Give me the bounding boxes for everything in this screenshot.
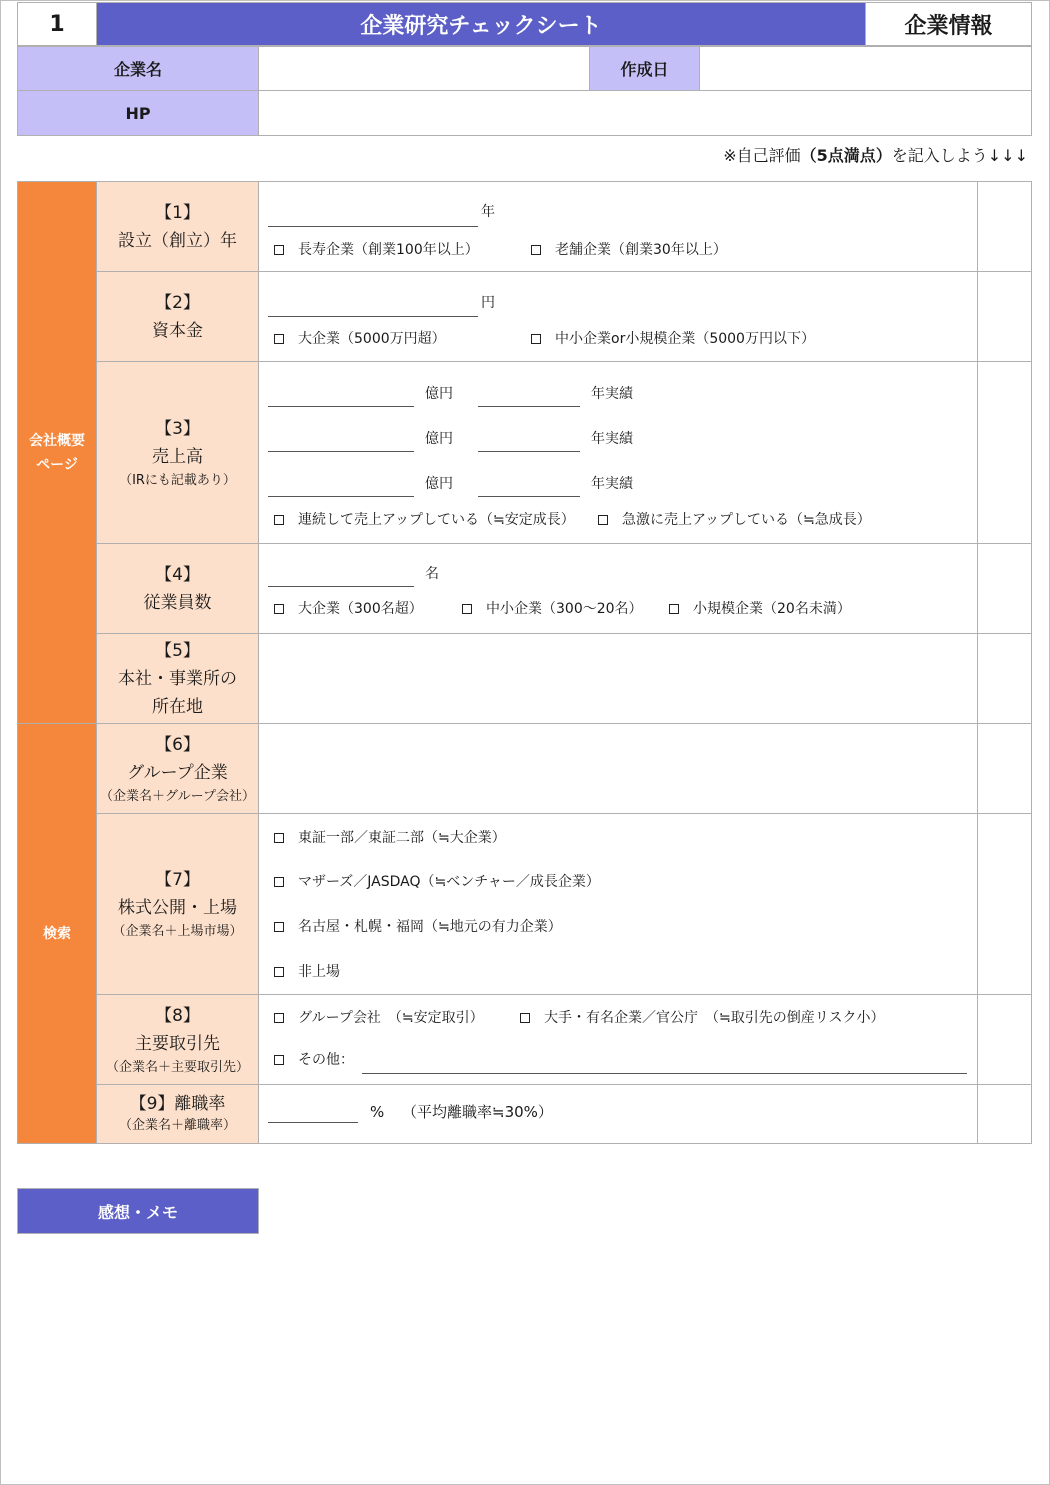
row3-unit-oku-2: 億円 (425, 431, 453, 447)
row8-num: 【8】 (155, 1005, 200, 1026)
checkbox-icon[interactable] (274, 833, 284, 843)
row3-sales-line-2[interactable] (268, 451, 414, 452)
section-search: 検索 (17, 723, 97, 1144)
row4-label (96, 543, 259, 634)
row3-option-1[interactable]: 連続して売上アップしている（≒安定成長） (274, 511, 575, 529)
company-name-field[interactable] (258, 46, 590, 91)
row3-year-line-3[interactable] (478, 496, 580, 497)
row7-option-1[interactable]: 東証一部／東証二部（≒大企業） (274, 829, 506, 847)
row1-year-line[interactable] (268, 226, 478, 227)
row9-unit: % (370, 1103, 385, 1121)
checkbox-icon[interactable] (274, 922, 284, 932)
hp-field[interactable] (258, 90, 1032, 136)
memo-area[interactable] (17, 1234, 1032, 1469)
note-emphasis: （5点満点） (800, 146, 892, 165)
row8-other-line[interactable] (362, 1073, 967, 1074)
section-overview: 会社概要 ページ (17, 181, 97, 724)
row7-title: 株式公開・上場 (118, 898, 237, 918)
sheet-number: 1 (17, 2, 97, 46)
row3-unit-year-1: 年実績 (591, 386, 633, 402)
row2-label (96, 271, 259, 362)
row8-label (96, 994, 259, 1085)
row8-score[interactable] (977, 994, 1032, 1085)
row3-score[interactable] (977, 361, 1032, 544)
checkbox-icon[interactable] (531, 245, 541, 255)
row3-title: 売上高 (152, 446, 203, 467)
row9-turnover-line[interactable] (268, 1122, 358, 1123)
row2-title: 資本金 (152, 320, 203, 341)
section-label: 企業情報 (865, 2, 1032, 46)
row2-option-2[interactable]: 中小企業or小規模企業（5000万円以下） (531, 330, 815, 348)
row1-option-2[interactable]: 老舗企業（創業30年以上） (531, 241, 727, 259)
row4-option-3[interactable]: 小規模企業（20名未満） (669, 600, 851, 618)
row8-option-3[interactable]: その他： (274, 1051, 354, 1069)
row8-option-2[interactable]: 大手・有名企業／官公庁 （≒取引先の倒産リスク小） (520, 1009, 884, 1027)
row9-content (258, 1084, 978, 1144)
row1-title: 設立（創立）年 (118, 230, 237, 251)
checkbox-icon[interactable] (669, 604, 679, 614)
row3-unit-year-2: 年実績 (591, 431, 633, 447)
row1-label (96, 181, 259, 272)
row3-sales-line-1[interactable] (268, 406, 414, 407)
row7-sub: （企業名＋上場市場） (112, 924, 243, 939)
row4-score[interactable] (977, 543, 1032, 634)
row2-option-1[interactable]: 大企業（5000万円超） (274, 330, 446, 348)
row7-option-4[interactable]: 非上場 (274, 963, 340, 981)
row1-option-1[interactable]: 長寿企業（創業100年以上） (274, 241, 479, 259)
self-evaluation-note (723, 147, 1028, 165)
row4-employees-line[interactable] (268, 586, 414, 587)
checkbox-icon[interactable] (274, 877, 284, 887)
row6-label (96, 723, 259, 814)
row3-unit-oku-1: 億円 (425, 386, 453, 402)
checkbox-icon[interactable] (274, 967, 284, 977)
row4-option-2[interactable]: 中小企業（300～20名） (462, 600, 643, 618)
row9-title: 【9】離職率 (129, 1094, 226, 1114)
checkbox-icon[interactable] (274, 1055, 284, 1065)
row5-title-2: 所在地 (152, 696, 203, 717)
row2-num: 【2】 (155, 292, 200, 313)
row1-score[interactable] (977, 181, 1032, 272)
row8-sub: （企業名＋主要取引先） (105, 1059, 249, 1075)
row6-title: グループ企業 (127, 762, 228, 783)
row8-title: 主要取引先 (135, 1033, 220, 1054)
row8-content (258, 994, 978, 1085)
row1-num: 【1】 (155, 202, 200, 223)
memo-label: 感想・メモ (17, 1188, 259, 1234)
row4-option-1[interactable]: 大企業（300名超） (274, 600, 423, 618)
checkbox-icon[interactable] (520, 1013, 530, 1023)
checkbox-icon[interactable] (274, 245, 284, 255)
row3-year-line-1[interactable] (478, 406, 580, 407)
row6-content[interactable] (258, 723, 978, 814)
checkbox-icon[interactable] (531, 334, 541, 344)
row3-sales-line-3[interactable] (268, 496, 414, 497)
row4-content (258, 543, 978, 634)
created-date-label: 作成日 (589, 46, 700, 91)
row2-score[interactable] (977, 271, 1032, 362)
row3-year-line-2[interactable] (478, 451, 580, 452)
row2-capital-line[interactable] (268, 316, 478, 317)
row3-sub: （IRにも記載あり） (119, 472, 236, 488)
row3-num: 【3】 (155, 418, 200, 439)
row8-option-1[interactable]: グループ会社 （≒安定取引） (274, 1009, 484, 1027)
row9-score[interactable] (977, 1084, 1032, 1144)
checkbox-icon[interactable] (274, 604, 284, 614)
row5-content[interactable] (258, 633, 978, 724)
row9-note: （平均離職率≒30%） (402, 1103, 553, 1121)
row6-score[interactable] (977, 723, 1032, 814)
checkbox-icon[interactable] (274, 334, 284, 344)
row1-unit: 年 (481, 204, 495, 220)
row4-num: 【4】 (155, 564, 200, 585)
hp-label: HP (17, 90, 259, 136)
checkbox-icon[interactable] (274, 515, 284, 525)
note-suffix: を記入しよう↓↓↓ (891, 146, 1028, 165)
row6-sub: （企業名＋グループ会社） (100, 788, 255, 804)
checkbox-icon[interactable] (598, 515, 608, 525)
row9-sub: （企業名＋離職率） (118, 1118, 236, 1133)
row3-unit-year-3: 年実績 (591, 476, 633, 492)
row7-num: 【7】 (155, 870, 200, 890)
row7-score[interactable] (977, 813, 1032, 995)
row7-option-3[interactable]: 名古屋・札幌・福岡（≒地元の有力企業） (274, 918, 562, 936)
page-title: 企業研究チェックシート (96, 2, 866, 46)
created-date-field[interactable] (699, 46, 1032, 91)
company-name-label: 企業名 (17, 46, 259, 91)
checkbox-icon[interactable] (274, 1013, 284, 1023)
row5-label (96, 633, 259, 724)
row3-unit-oku-3: 億円 (425, 476, 453, 492)
row9-label (96, 1084, 259, 1144)
note-prefix: ※自己評価 (723, 146, 801, 165)
checkbox-icon[interactable] (462, 604, 472, 614)
row5-num: 【5】 (155, 640, 200, 661)
row3-label (96, 361, 259, 544)
row5-score[interactable] (977, 633, 1032, 724)
row7-option-2[interactable]: マザーズ／JASDAQ（≒ベンチャー／成長企業） (274, 873, 600, 891)
row3-option-2[interactable]: 急激に売上アップしている（≒急成長） (598, 511, 871, 529)
row6-num: 【6】 (155, 734, 200, 755)
row7-label (96, 813, 259, 995)
row4-unit: 名 (425, 566, 439, 582)
row4-title: 従業員数 (143, 592, 212, 613)
row2-unit: 円 (481, 295, 495, 311)
row5-title: 本社・事業所の (118, 668, 237, 689)
